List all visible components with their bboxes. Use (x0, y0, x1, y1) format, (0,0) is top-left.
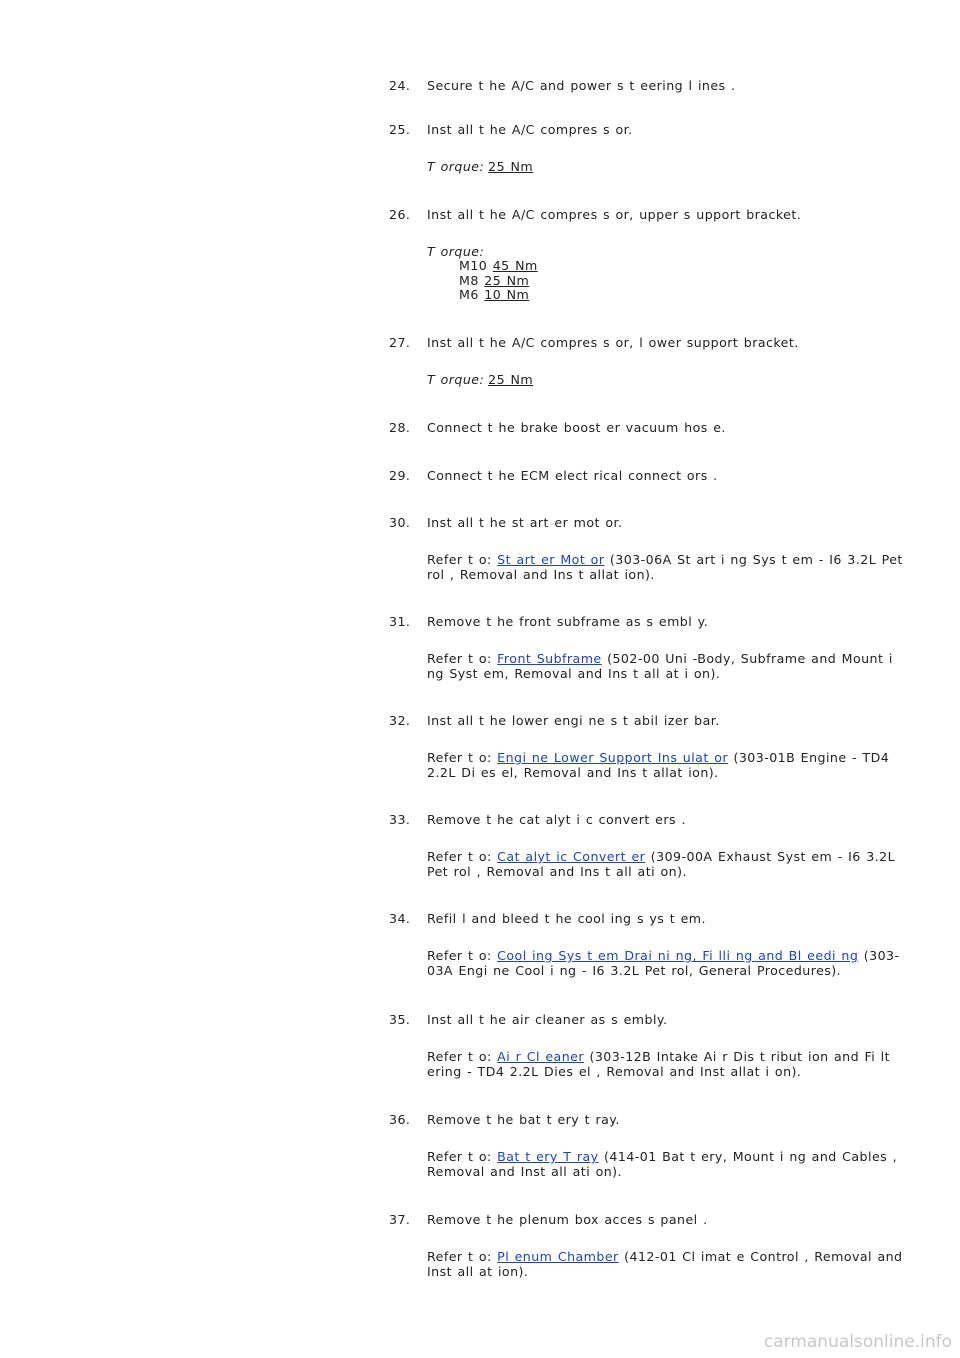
step-number: 30. (389, 515, 411, 530)
refer-prefix: Refer t o: (427, 552, 492, 567)
torque-spec (427, 372, 907, 387)
torque-label-text: T orque: (427, 244, 485, 259)
step-text: Remove t he cat alyt i c convert ers . (427, 812, 686, 827)
link-starter-motor[interactable]: St art er Mot or (497, 552, 605, 567)
torque-list (459, 259, 907, 303)
refer-suffix: (414-01 Bat t ery, Mount i ng and Cables , Removal and Inst all ati on). (427, 1149, 898, 1179)
torque-row (459, 288, 907, 303)
link-engine-lower-support-insulator[interactable]: Engi ne Lower Support Ins ulat or (497, 750, 728, 765)
refer-prefix: Refer t o: (427, 1249, 492, 1264)
refer-suffix: (412-01 Cl imat e Control , Removal and Inst all at ion). (427, 1249, 903, 1279)
step-number: 34. (389, 911, 411, 926)
step-number: 28. (389, 420, 411, 435)
step-text: Connect t he ECM elect rical connect ors . (427, 468, 718, 483)
step-text: Inst all t he st art er mot or. (427, 515, 623, 530)
step-text: Inst all t he A/C compres s or, upper s upport bracket. (427, 207, 802, 222)
refer-suffix: (303-06A St art i ng Sys t em - I6 3.2L Pet rol , Removal and Ins t allat ion). (427, 552, 903, 582)
link-air-cleaner[interactable]: Ai r Cl eaner (497, 1049, 584, 1064)
link-catalytic-converter[interactable]: Cat alyt ic Convert er (497, 849, 646, 864)
torque-label: T orque: (427, 159, 485, 174)
refer-suffix: (502-00 Uni -Body, Subframe and Mount i ng Syst em, Removal and Ins t all at i on). (427, 651, 893, 681)
refer-prefix: Refer t o: (427, 750, 492, 765)
step-number: 31. (389, 614, 411, 629)
step-text: Refil l and bleed t he cool ing s ys t em. (427, 911, 706, 926)
step-number: 25. (389, 122, 411, 137)
step-number: 27. (389, 335, 411, 350)
refer-to (427, 1149, 907, 1179)
refer-prefix: Refer t o: (427, 1149, 492, 1164)
refer-to (427, 849, 907, 879)
torque-spec (427, 159, 907, 174)
step-number: 32. (389, 713, 411, 728)
refer-to (427, 750, 907, 780)
step-number: 37. (389, 1212, 411, 1227)
watermark: carmanualsonline.info (763, 1332, 952, 1352)
refer-prefix: Refer t o: (427, 948, 492, 963)
step-number: 29. (389, 468, 411, 483)
refer-to (427, 1049, 907, 1079)
step-text: Connect t he brake boost er vacuum hos e. (427, 420, 726, 435)
step-text: Secure t he A/C and power s t eering l ines . (427, 78, 736, 93)
link-plenum-chamber[interactable]: Pl enum Chamber (497, 1249, 619, 1264)
step-text: Inst all t he lower engi ne s t abil izer bar. (427, 713, 720, 728)
step-number: 24. (389, 78, 411, 93)
step-text: Inst all t he air cleaner as s embly. (427, 1012, 668, 1027)
step-number: 26. (389, 207, 411, 222)
bolt-size: M10 (459, 258, 488, 273)
bolt-size: M8 (459, 272, 479, 288)
refer-suffix: (303-12B Intake Ai r Dis t ribut ion and Fi lt ering - TD4 2.2L Dies el , Removal and Inst allat i on). (427, 1049, 891, 1079)
torque-value: 10 Nm (484, 287, 530, 302)
refer-suffix: (303-01B Engine - TD4 2.2L Di es el, Removal and Ins t allat ion). (427, 750, 890, 780)
bolt-size: M6 (459, 287, 479, 302)
step-text: Inst all t he A/C compres s or. (427, 122, 633, 137)
torque-label (427, 244, 907, 259)
refer-to (427, 651, 907, 681)
torque-row (459, 274, 907, 289)
refer-to (427, 1249, 907, 1279)
torque-label: T orque: (427, 372, 485, 387)
torque-row (459, 259, 907, 274)
refer-prefix: Refer t o: (427, 651, 492, 666)
torque-value: 25 Nm (488, 372, 534, 387)
torque-value: 45 Nm (492, 258, 538, 273)
refer-to (427, 948, 907, 978)
step-text: Remove t he plenum box acces s panel . (427, 1212, 708, 1227)
refer-prefix: Refer t o: (427, 849, 492, 864)
step-number: 33. (389, 812, 411, 827)
step-text: Remove t he bat t ery t ray. (427, 1112, 620, 1127)
step-number: 36. (389, 1112, 411, 1127)
link-cooling-system-draining[interactable]: Cool ing Sys t em Drai ni ng, Fi lli ng and Bl eedi ng (497, 948, 859, 963)
step-text: Remove t he front subframe as s embl y. (427, 614, 709, 629)
step-number: 35. (389, 1012, 411, 1027)
refer-suffix: (303-03A Engi ne Cool i ng - I6 3.2L Pet rol, General Procedures). (427, 948, 900, 978)
link-front-subframe[interactable]: Front Subframe (497, 651, 602, 666)
torque-value: 25 Nm (488, 159, 534, 174)
torque-value: 25 Nm (484, 272, 530, 288)
step-text: Inst all t he A/C compres s or, l ower support bracket. (427, 335, 799, 350)
refer-prefix: Refer t o: (427, 1049, 492, 1064)
refer-suffix: (309-00A Exhaust Syst em - I6 3.2L Pet rol , Removal and Ins t all ati on). (427, 849, 896, 879)
refer-to (427, 552, 907, 582)
link-battery-tray[interactable]: Bat t ery T ray (497, 1149, 599, 1164)
